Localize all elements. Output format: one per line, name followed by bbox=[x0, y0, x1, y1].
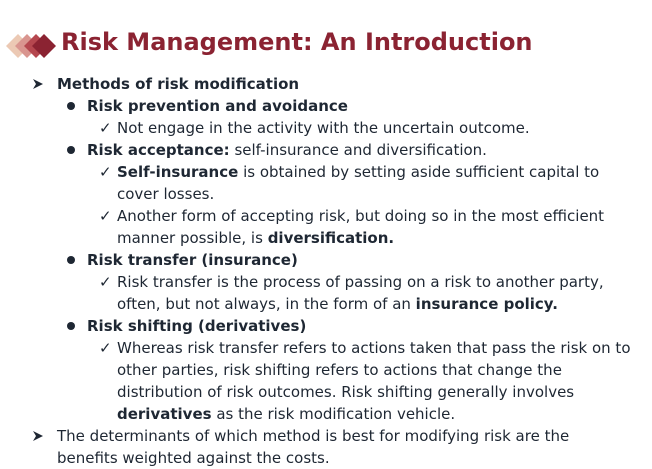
sub-item-shifting: Risk shifting (derivatives) bbox=[87, 317, 307, 335]
checkmark-bullet-icon: ✓ bbox=[99, 273, 112, 291]
detail-transfer-cont bbox=[117, 293, 558, 315]
checkmark-bullet-icon: ✓ bbox=[99, 119, 112, 137]
checkmark-bullet-icon: ✓ bbox=[99, 339, 112, 357]
arrowhead-bullet-icon bbox=[32, 78, 44, 90]
checkmark-bullet-icon: ✓ bbox=[99, 207, 112, 225]
acceptance-heading-rest: self-insurance and diversification. bbox=[229, 141, 487, 159]
diversification-text: manner possible, is bbox=[117, 229, 268, 247]
filled-circle-bullet-icon bbox=[67, 256, 75, 264]
detail-shifting-line3: distribution of risk outcomes. Risk shifting generally involves bbox=[117, 383, 575, 401]
derivatives-term: derivatives bbox=[117, 405, 212, 423]
detail-prevention: Not engage in the activity with the uncertain outcome. bbox=[117, 119, 530, 137]
self-insurance-term: Self-insurance bbox=[117, 163, 239, 181]
sub-item-transfer: Risk transfer (insurance) bbox=[87, 251, 298, 269]
transfer-text: often, but not always, in the form of an bbox=[117, 295, 416, 313]
detail-self-insurance bbox=[117, 161, 599, 183]
diversification-term: diversification. bbox=[267, 229, 395, 247]
filled-circle-bullet-icon bbox=[67, 146, 75, 154]
filled-circle-bullet-icon bbox=[67, 102, 75, 110]
detail-shifting-line1: Whereas risk transfer refers to actions taken that pass the risk on to bbox=[117, 339, 631, 357]
outline-item-methods: Methods of risk modification bbox=[57, 75, 300, 93]
logo-diamonds bbox=[6, 30, 58, 64]
detail-transfer: Risk transfer is the process of passing on a risk to another party, bbox=[117, 273, 604, 291]
detail-shifting-line4 bbox=[117, 403, 455, 425]
filled-circle-bullet-icon bbox=[67, 322, 75, 330]
acceptance-heading-bold: Risk acceptance: bbox=[87, 141, 230, 159]
detail-diversification: Another form of accepting risk, but doing so in the most efficient bbox=[117, 207, 605, 225]
detail-diversification-cont bbox=[117, 227, 394, 249]
detail-self-insurance-cont: cover losses. bbox=[117, 185, 215, 203]
insurance-policy-term: insurance policy. bbox=[415, 295, 558, 313]
page-title: Risk Management: An Introduction bbox=[61, 28, 533, 56]
sub-item-acceptance bbox=[87, 139, 487, 161]
detail-shifting-line2: other parties, risk shifting refers to actions that change the bbox=[117, 361, 562, 379]
outline-item-determinants-cont: benefits weighted against the costs. bbox=[57, 449, 330, 467]
arrowhead-bullet-icon bbox=[32, 430, 44, 442]
checkmark-bullet-icon: ✓ bbox=[99, 163, 112, 181]
derivatives-text: as the risk modification vehicle. bbox=[211, 405, 456, 423]
self-insurance-text: is obtained by setting aside sufficient capital to bbox=[238, 163, 600, 181]
sub-item-prevention: Risk prevention and avoidance bbox=[87, 97, 348, 115]
outline-item-determinants: The determinants of which method is best for modifying risk are the bbox=[57, 427, 570, 445]
